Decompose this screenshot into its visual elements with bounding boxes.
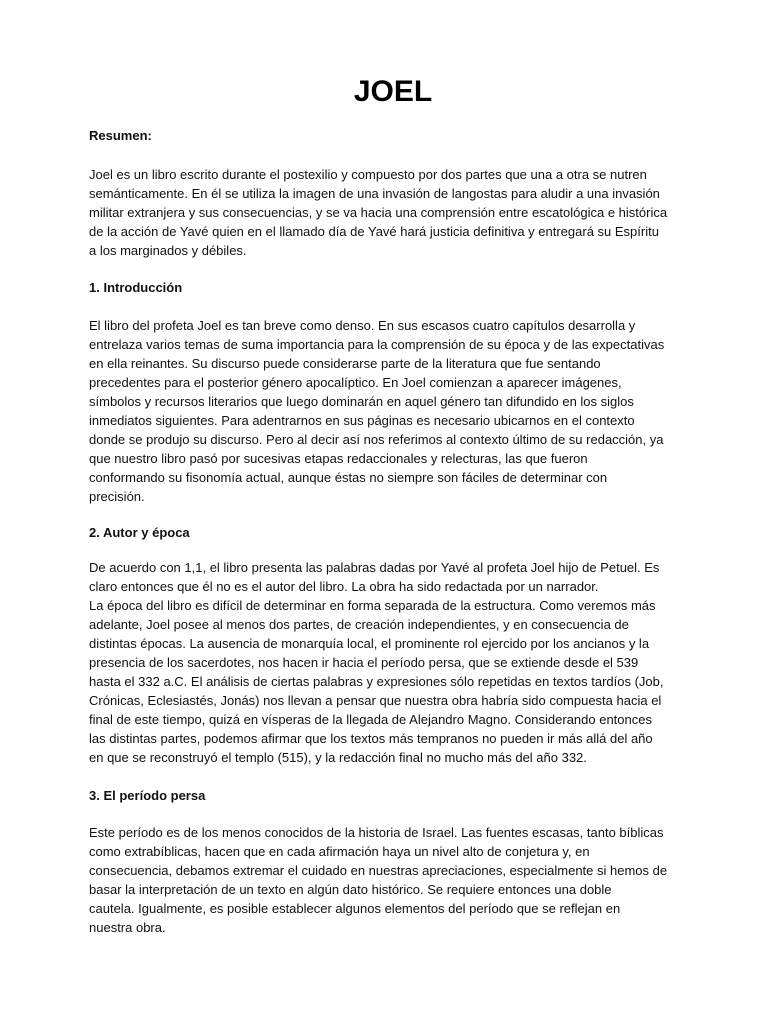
section-paragraph-introduccion <box>89 316 701 506</box>
section-paragraph-periodo-persa <box>89 823 701 937</box>
section-heading-block <box>89 278 701 297</box>
paragraph-line: militar extranjera y sus consecuencias, y se va hacia una comprensión entre escatológica e histórica <box>89 205 668 220</box>
paragraph-line: en ella reinantes. Su discurso puede considerarse parte de la literatura que fue sentando <box>89 356 601 371</box>
paragraph-line: precedentes para el posterior género apocalíptico. En Joel comienzan a aparecer imágenes, <box>89 375 622 390</box>
paragraph-line: Joel es un libro escrito durante el postexilio y compuesto por dos partes que una a otra se nutren <box>89 167 647 182</box>
paragraph-line: nuestra obra. <box>89 920 166 935</box>
paragraph-line: De acuerdo con 1,1, el libro presenta las palabras dadas por Yavé al profeta Joel hijo de Petuel. Es <box>89 560 660 575</box>
document-title: JOEL <box>353 75 433 108</box>
paragraph-line: símbolos y recursos literarios que luego dominarán en aquel género tan difundido en los siglos <box>89 394 634 409</box>
paragraph-line: precisión. <box>89 489 145 504</box>
paragraph-line: consecuencia, debamos extremar el cuidado en nuestras apreciaciones, especialmente si hemos de <box>89 863 668 878</box>
paragraph-line: El libro del profeta Joel es tan breve como denso. En sus escasos cuatro capítulos desarrolla y <box>89 318 636 333</box>
summary-paragraph <box>89 165 701 260</box>
paragraph-line: Este período es de los menos conocidos de la historia de Israel. Las fuentes escasas, tanto bíblicas <box>89 825 664 840</box>
paragraph-line: hasta el 332 a.C. El análisis de ciertas palabras y expresiones sólo repetidas en textos tardíos (Job, <box>89 674 664 689</box>
summary-heading-block <box>89 126 701 145</box>
paragraph-line: adelante, Joel posee al menos dos partes, de creación independientes, y en consecuencia de <box>89 617 629 632</box>
paragraph-line: como extrabíblicas, hacen que en cada afirmación haya un nivel alto de conjetura y, en <box>89 844 590 859</box>
paragraph-line: que nuestro libro pasó por sucesivas etapas redaccionales y relecturas, las que fueron <box>89 451 588 466</box>
section-paragraph-autor-y-epoca <box>89 558 701 767</box>
paragraph-line: en que se reconstruyó el templo (515), y la redacción final no mucho más del año 332. <box>89 750 587 765</box>
paragraph-line: cautela. Igualmente, es posible establecer algunos elementos del período que se reflejan en <box>89 901 621 916</box>
summary-heading: Resumen: <box>89 128 152 143</box>
section-heading-block <box>89 786 701 805</box>
paragraph-line: de la acción de Yavé quien en el llamado día de Yavé hará justicia definitiva y entregará su Espíritu <box>89 224 659 239</box>
paragraph-line: inmediatos siguientes. Para adentrarnos en sus páginas es necesario ubicarnos en el contexto <box>89 413 635 428</box>
paragraph-line: distintas épocas. La ausencia de monarquía local, el prominente rol ejercido por los ancianos y la <box>89 636 650 651</box>
paragraph-line: donde se produjo su discurso. Pero al decir así nos referimos al contexto último de su redacción, ya <box>89 432 664 447</box>
paragraph-line: Crónicas, Eclesiastés, Jonás) nos llevan a pensar que nuestra obra habría sido compuesta hacia el <box>89 693 662 708</box>
paragraph-line: basar la interpretación de un texto en algún dato histórico. Se requiere entonces una doble <box>89 882 612 897</box>
paragraph-line: La época del libro es difícil de determinar en forma separada de la estructura. Como veremos más <box>89 598 656 613</box>
paragraph-line: conformando su fisonomía actual, aunque éstas no siempre son fáciles de determinar con <box>89 470 608 485</box>
paragraph-line: final de este tiempo, quizá en vísperas de la llegada de Alejandro Magno. Considerando entonces <box>89 712 652 727</box>
section-heading-block <box>89 523 701 542</box>
section-heading-autor-y-epoca: 2. Autor y época <box>89 525 190 540</box>
paragraph-line: a los marginados y débiles. <box>89 243 247 258</box>
section-heading-periodo-persa: 3. El período persa <box>89 788 206 803</box>
paragraph-line: entrelaza varios temas de suma importancia para la comprensión de su época y de las expectativas <box>89 337 665 352</box>
section-heading-introduccion: 1. Introducción <box>89 280 183 295</box>
paragraph-line: claro entonces que él no es el autor del libro. La obra ha sido redactada por un narrador. <box>89 579 599 594</box>
paragraph-line: presencia de los sacerdotes, nos hacen ir hacia el período persa, que se extiende desde el 539 <box>89 655 639 670</box>
paragraph-line: las distintas partes, podemos afirmar que los textos más tempranos no pueden ir más allá del año <box>89 731 653 746</box>
paragraph-line: semánticamente. En él se utiliza la imagen de una invasión de langostas para aludir a una invasión <box>89 186 660 201</box>
